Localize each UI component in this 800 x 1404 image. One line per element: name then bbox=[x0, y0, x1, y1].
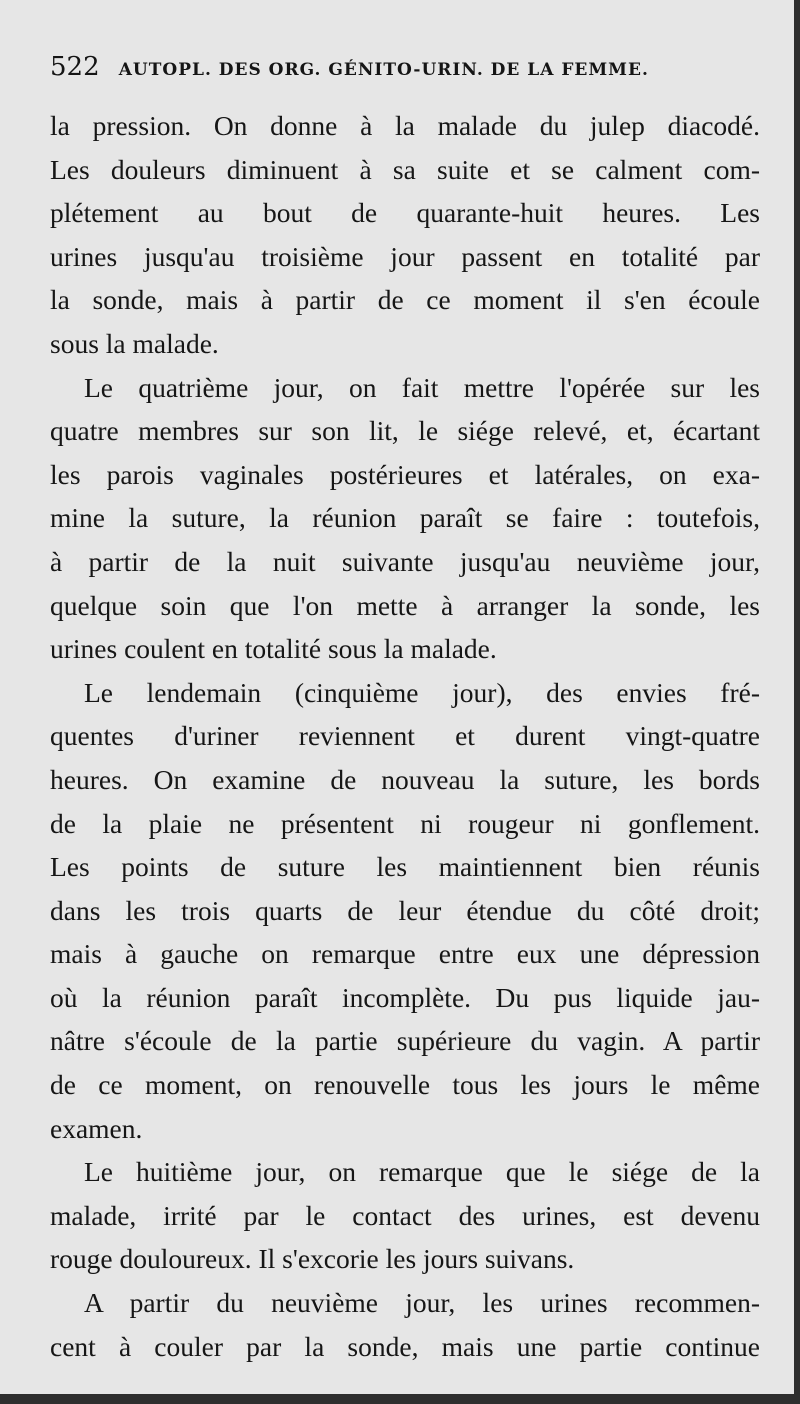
text-line: Le quatrième jour, on fait mettre l'opérée sur les bbox=[84, 371, 760, 403]
text-line: Le huitième jour, on remarque que le siége de la bbox=[84, 1156, 760, 1188]
text-line: à partir de la nuit suivante jusqu'au neuvième jour, bbox=[50, 545, 760, 577]
text-line: la sonde, mais à partir de ce moment il s'en écoule bbox=[50, 284, 760, 316]
text-line: nâtre s'écoule de la partie supérieure du vagin. A partir bbox=[50, 1025, 760, 1057]
text-line: la pression. On donne à la malade du julep diacodé. bbox=[50, 110, 760, 141]
page-number: 522 bbox=[50, 52, 100, 82]
text-line: rouge douloureux. Il s'excorie les jours suivans. bbox=[50, 1243, 575, 1275]
text-line: malade, irrité par le contact des urines, est devenu bbox=[50, 1199, 760, 1231]
text-line: de la plaie ne présentent ni rougeur ni gonflement. bbox=[50, 807, 760, 839]
running-title: AUTOPL. DES ORG. GÉNITO-URIN. DE LA FEMME. bbox=[118, 60, 649, 80]
text-line: examen. bbox=[50, 1112, 143, 1144]
text-line: où la réunion paraît incomplète. Du pus liquide jau- bbox=[50, 981, 760, 1013]
text-line: heures. On examine de nouveau la suture, les bords bbox=[50, 763, 760, 795]
text-line: les parois vaginales postérieures et latérales, on exa- bbox=[50, 458, 760, 490]
text-line: Les douleurs diminuent à sa suite et se calment com- bbox=[50, 153, 760, 185]
text-line: quentes d'uriner reviennent et durent vingt-quatre bbox=[50, 720, 760, 752]
body-text bbox=[50, 104, 760, 1368]
text-line: cent à couler par la sonde, mais une partie continue bbox=[50, 1330, 760, 1362]
text-line: Les points de suture les maintiennent bien réunis bbox=[50, 851, 760, 883]
text-line: urines jusqu'au troisième jour passent en totalité par bbox=[50, 240, 760, 272]
text-line: Le lendemain (cinquième jour), des envies fré- bbox=[84, 676, 760, 708]
text-line: urines coulent en totalité sous la malade. bbox=[50, 633, 497, 665]
text-line: sous la malade. bbox=[50, 327, 219, 359]
text-line: de ce moment, on renouvelle tous les jours le même bbox=[50, 1069, 760, 1101]
text-line: mais à gauche on remarque entre eux une dépression bbox=[50, 938, 760, 970]
text-line: quelque soin que l'on mette à arranger la sonde, les bbox=[50, 589, 760, 621]
text-line: quatre membres sur son lit, le siége relevé, et, écartant bbox=[50, 415, 760, 447]
text-line: A partir du neuvième jour, les urines recommen- bbox=[84, 1287, 760, 1319]
text-line: plétement au bout de quarante-huit heures. Les bbox=[50, 197, 760, 229]
text-line: mine la suture, la réunion paraît se faire : toutefois, bbox=[50, 502, 760, 534]
text-line: dans les trois quarts de leur étendue du côté droit; bbox=[50, 894, 760, 926]
page-header bbox=[50, 52, 750, 82]
